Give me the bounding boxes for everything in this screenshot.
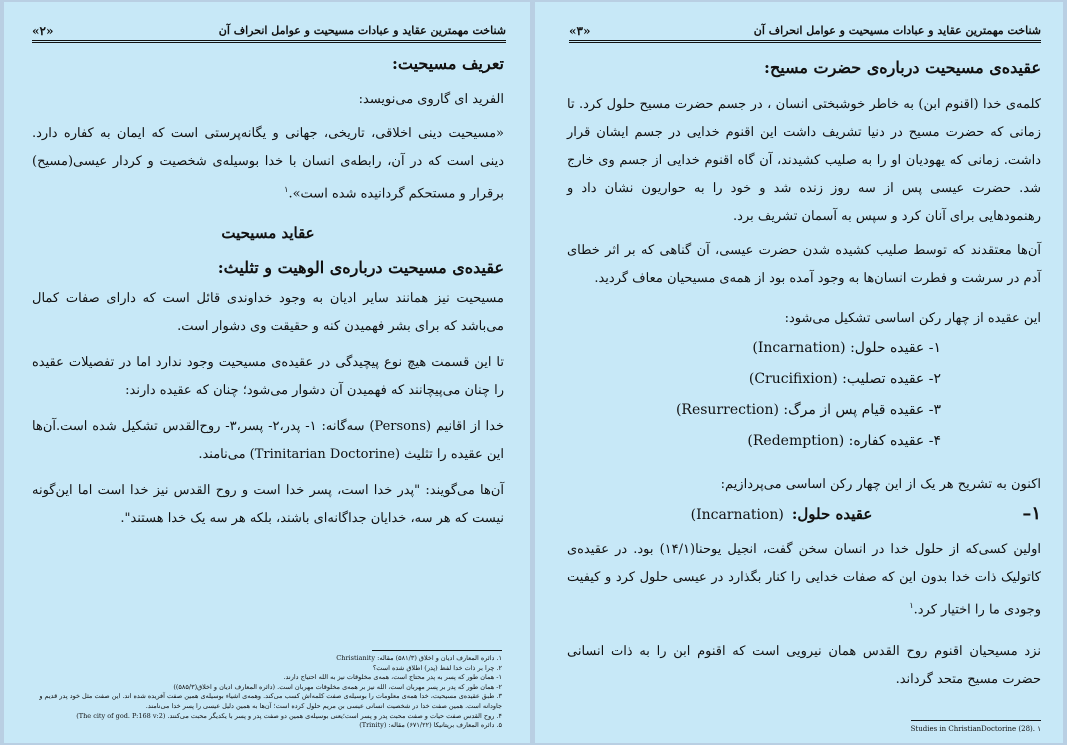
header-title: شناخت مهمترین عقاید و عبادات مسیحیت و عوامل انحراف آن bbox=[753, 24, 1041, 37]
section-title: عقیده حلول: bbox=[791, 505, 873, 523]
footnotes bbox=[32, 654, 502, 731]
paragraph bbox=[32, 120, 504, 208]
footnote: ۲. چرا بر ذات خدا لفظ (پدر) اطلاق شده است؟ bbox=[372, 663, 502, 672]
heading-christ: عقیده‌ی مسیحیت درباره‌ی حضرت مسیح: bbox=[764, 58, 1041, 77]
page-number: «۲» bbox=[32, 24, 54, 38]
footnote: ۲- همان طور که پدر بر پسر مهربان است، الله نیز بر همه‌ی مخلوقات مهربان است. (دائره المعارف ادیان و اخلاق(۵۸۵/۳)) bbox=[173, 682, 502, 691]
list-item: ۴- عقیده کفاره: (Redemption) bbox=[747, 433, 941, 449]
paragraph: آن‌ها معتقدند که توسط صلیب کشیده شدن حضرت عیسی، آن گناهی که بر اثر خطای آدم در سرشت و فطرت انسان‌ها به وجود آمده بود از همه‌ی مسیحیان معاف گردید. bbox=[567, 243, 1041, 286]
list-item: ۲- عقیده تصلیب: (Crucifixion) bbox=[748, 371, 941, 387]
paragraph: آن‌ها می‌گویند: "پدر خدا است، پسر خدا است و روح القدس نیز خدا است اما این‌گونه نیست که هر سه، خدایان جداگانه‌ای باشند، بلکه هر سه یک خدا هستند". bbox=[32, 483, 504, 527]
paragraph bbox=[567, 536, 1041, 624]
footnote: ۱- همان طور که پسر به پدر محتاج است، همه‌ی مخلوقات نیز به الله احتیاج دارند. bbox=[283, 673, 502, 682]
section-latin: (Incarnation) bbox=[690, 507, 784, 523]
paragraph: اکنون به تشریح هر یک از این چهار رکن اساسی می‌پردازیم: bbox=[720, 477, 1041, 492]
section-number: ۱– bbox=[1022, 503, 1041, 524]
footnote-ref: ۱ bbox=[909, 601, 914, 610]
footnote: Studies in ChristianDoctorine (28). ۱ bbox=[910, 725, 1041, 733]
paragraph: نزد مسیحیان اقنوم روح القدس همان نیرویی است که اقنوم ابن را به ذات انسانی حضرت مسیح متحد گرداند. bbox=[567, 644, 1041, 688]
page-left bbox=[4, 2, 530, 743]
footnote: ۴. روح القدس صفت حیات و صفت محبت پدر و پسر است؛یعنی بوسیله‌ی همین دو صفت پدر و پسر با یکدیگر محبت می‌کنند. (The city of god. P:168 v:2) bbox=[76, 711, 502, 720]
list-item: ۳- عقیده قیام پس از مرگ: (Resurrection) bbox=[675, 402, 941, 418]
footnote-separator bbox=[372, 650, 502, 651]
footnote-separator bbox=[911, 720, 1041, 721]
paragraph-text: «مسیحیت دینی اخلاقی، تاریخی، جهانی و یگانه‌پرستی است که ایمان به کفاره دارد. دینی است که در آن، رابطه‌ی انسان با خدا بوسیله‌ی شخصیت و کردار عیسی(مسیح) برقرار و مستحکم گردانیده شده است». bbox=[32, 126, 504, 202]
pillars-list bbox=[567, 333, 1041, 457]
page-body bbox=[567, 58, 1041, 694]
header-title: شناخت مهمترین عقاید و عبادات مسیحیت و عوامل انحراف آن bbox=[218, 24, 506, 37]
footnote: ۳. طبق عقیده‌ی مسیحیت، خدا همه‌ی معلومات را بوسیله‌ی صفت کلمه‌اش کسب می‌کند. وهمه‌ی اشیاء بوسیله‌ی همین صفت آفریده شده اند. این صفت مثل خود پدر قدیم و جاودانه است. همین صفت خدا در شخصیت انسانی عیسی بن مریم حلول کرده است؛ آن‌ها به همین دلیل عیسی را پسر خدا می‌نامند. bbox=[39, 692, 502, 710]
heading-definition: تعریف مسیحیت: bbox=[391, 54, 504, 73]
footnote: ۱. دائره المعارف ادیان و اخلاق (۵۸۱/۳) مقاله: Christianity bbox=[336, 654, 502, 662]
paragraph: الفرید ای گاروی می‌نویسد: bbox=[358, 92, 504, 107]
list-item: ۱- عقیده حلول: (Incarnation) bbox=[752, 340, 941, 356]
heading-beliefs: عقاید مسیحیت bbox=[221, 224, 315, 243]
paragraph: تا این قسمت هیچ نوع پیچیدگی در عقیده‌ی مسیحیت وجود ندارد اما در تفصیلات عقیده را چنان می‌پیچانند که فهمیدن آن دشوار می‌شود؛ چنان که عقیده دارند: bbox=[32, 355, 504, 399]
section-heading bbox=[567, 503, 1041, 524]
page-header bbox=[569, 18, 1041, 43]
page-right bbox=[535, 2, 1063, 743]
footnote-ref: ۱ bbox=[284, 185, 289, 194]
paragraph: مسیحیت نیز همانند سایر ادیان به وجود خداوندی قائل است که دارای صفات کمال می‌باشد که برای بشر فهمیدن کنه و حقیقت وی دشوار است. bbox=[32, 291, 504, 335]
paragraph: کلمه‌ی خدا (اقنوم ابن) به خاطر خوشبختی انسان ، در جسم حضرت مسیح حلول کرد. تا زمانی که حضرت مسیح در دنیا تشریف داشت این اقنوم خدایی در جسم ایشان قرار داشت. زمانی که یهودیان او را به صلیب کشیدند، آن گاه اقنوم خدایی از جسم وی خارج شد. حضرت عیسی پس از سه روز زنده شد و خود را به حواریون نشان داد و رهنمودهایی برای آنان کرد و سپس به آسمان تشریف برد. bbox=[567, 97, 1041, 224]
page-body bbox=[32, 54, 504, 533]
footnote: ۵. دائره المعارف بریتانیکا (۶۷۱/۲۲) مقاله: (Trinity) bbox=[359, 721, 502, 730]
paragraph: خدا از اقانیم (Persons) سه‌گانه: ۱- پدر،۲- پسر،۳- روح‌القدس تشکیل شده است.آن‌ها این عقیده را تثلیث (Trinitarian Doctorine) می‌نامند. bbox=[32, 419, 505, 463]
paragraph-text: اولین کسی‌که از حلول خدا در انسان سخن گفت، انجیل یوحنا(۱۴/۱) بود. در عقیده‌ی کاتولیک ذات خدا بدون این که صفات خدایی را کنار بگذارد در عیسی حلول کرد و کیفیت وجودی ما را اختیار کرد. bbox=[567, 542, 1041, 618]
paragraph: این عقیده از چهار رکن اساسی تشکیل می‌شود: bbox=[784, 311, 1041, 326]
page-header bbox=[32, 18, 506, 43]
heading-trinity: عقیده‌ی مسیحیت درباره‌ی الوهیت و تثلیث: bbox=[217, 258, 504, 278]
page-number: «۳» bbox=[569, 24, 591, 38]
